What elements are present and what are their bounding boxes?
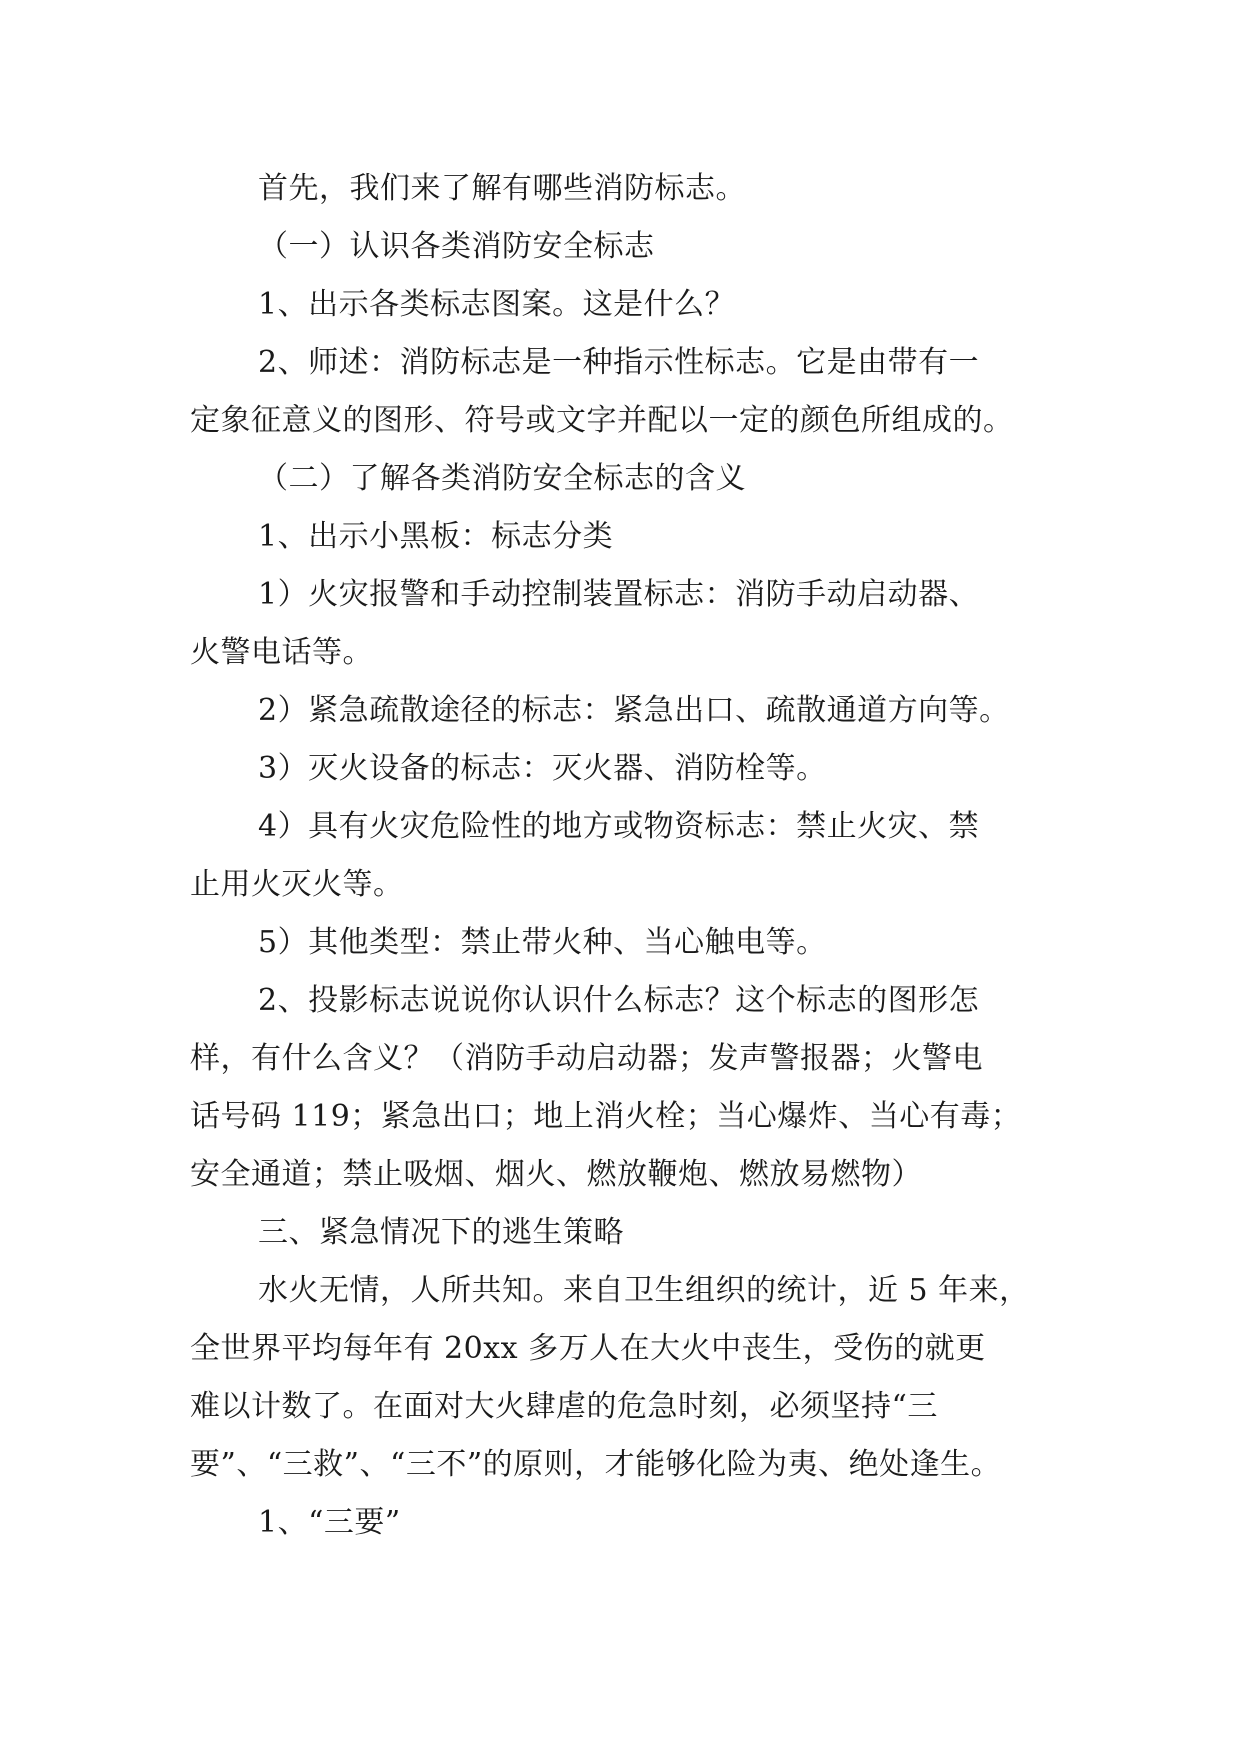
text-line: 话号码 119；紧急出口；地上消火栓；当心爆炸、当心有毒； xyxy=(190,1099,1022,1134)
list-item: 1）火灾报警和手动控制装置标志：消防手动启动器、 xyxy=(258,577,980,612)
section-heading: （一）认识各类消防安全标志 xyxy=(258,229,655,264)
text-line: 止用火灭火等。 xyxy=(190,867,404,902)
text-line: 火警电话等。 xyxy=(190,635,373,670)
list-item: 4）具有火灾危险性的地方或物资标志：禁止火灾、禁 xyxy=(258,809,980,844)
list-item: 2）紧急疏散途径的标志：紧急出口、疏散通道方向等。 xyxy=(258,693,1010,728)
text-line: 水火无情，人所共知。来自卫生组织的统计，近 5 年来， xyxy=(258,1273,1030,1308)
list-item: 3）灭火设备的标志：灭火器、消防栓等。 xyxy=(258,751,827,786)
section-heading: （二）了解各类消防安全标志的含义 xyxy=(258,461,746,496)
text-line: 2、投影标志说说你认识什么标志？这个标志的图形怎 xyxy=(258,983,980,1018)
text-line: 1、出示小黑板：标志分类 xyxy=(258,519,614,554)
text-line: 首先，我们来了解有哪些消防标志。 xyxy=(258,171,746,206)
text-line: 难以计数了。在面对大火肆虐的危急时刻，必须坚持“三 xyxy=(190,1389,938,1424)
section-heading: 三、紧急情况下的逃生策略 xyxy=(258,1215,624,1250)
text-line: 要”、“三救”、“三不”的原则，才能够化险为夷、绝处逢生。 xyxy=(190,1447,1002,1482)
text-line: 定象征意义的图形、符号或文字并配以一定的颜色所组成的。 xyxy=(190,403,1014,438)
text-line: 1、出示各类标志图案。这是什么？ xyxy=(258,287,736,322)
section-heading: 1、“三要” xyxy=(258,1505,401,1540)
text-line: 全世界平均每年有 20xx 多万人在大火中丧生，受伤的就更 xyxy=(190,1331,986,1366)
document-body xyxy=(190,160,1070,1552)
text-line: 2、师述：消防标志是一种指示性标志。它是由带有一 xyxy=(258,345,980,380)
text-line: 安全通道；禁止吸烟、烟火、燃放鞭炮、燃放易燃物） xyxy=(190,1157,922,1192)
text-line: 样，有什么含义？（消防手动启动器；发声警报器；火警电 xyxy=(190,1041,983,1076)
list-item: 5）其他类型：禁止带火种、当心触电等。 xyxy=(258,925,827,960)
